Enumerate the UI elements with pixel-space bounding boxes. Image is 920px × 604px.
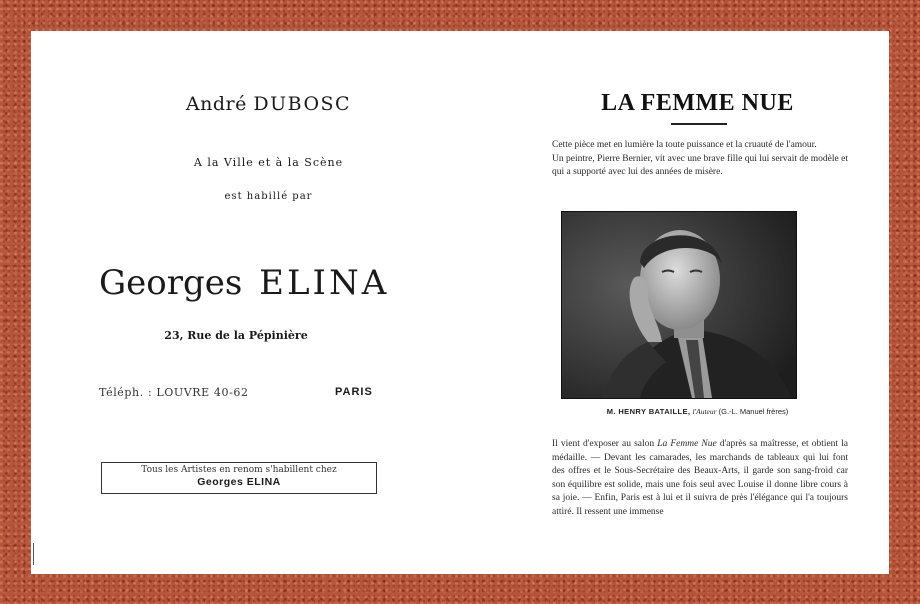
author-portrait-photo (561, 211, 797, 399)
left-page-advertisement (31, 31, 506, 574)
tailor-first-name: Georges (99, 263, 243, 303)
article-paragraph-1: Cette pièce met en lumière la toute puissance et la cruauté de l'amour. (552, 140, 817, 150)
tailor-phone: Téléph. : LOUVRE 40-62 (99, 386, 249, 399)
photo-caption (506, 407, 889, 416)
article-paragraph-2: Un peintre, Pierre Bernier, vit avec une brave fille qui lui servait de modèle et qui a supporté avec lui des années de misère. (552, 153, 848, 177)
actor-name (31, 93, 506, 115)
ad-line-dressed-by: est habillé par (224, 191, 313, 202)
right-page-article (506, 31, 889, 574)
tailor-name (99, 263, 389, 303)
para3-painting-title: La Femme Nue (657, 439, 717, 449)
tailor-last-name: ELINA (259, 263, 390, 303)
para3-part-b: d'après sa maîtresse, et obtient la médaille. — Devant les camarades, les marchands de tableaux qui lui font des offres et le Sous-Secrétaire des Beaux-Arts, il garde son sang-froid car son équilibre est solide, mais une fois seul avec Louise il donne libre cours à sa joie. — Enfin, Paris est à lui et il suivra de près l'élégance qui l'a toujours attiré. Il ressent une immense (552, 439, 849, 517)
tailor-address: 23, Rue de la Pépinière (164, 329, 308, 342)
tailor-city: PARIS (335, 386, 373, 398)
portrait-illustration (562, 212, 796, 398)
caption-role: l'Auteur (692, 407, 717, 416)
article-intro (552, 139, 848, 180)
caption-name: M. HENRY BATAILLE, (606, 407, 691, 416)
article-paragraph-3 (552, 438, 848, 519)
ad-line-city-stage: A la Ville et à la Scène (193, 156, 344, 169)
program-spread (31, 31, 889, 574)
page-margin-mark (33, 543, 34, 565)
caption-credit: (G.-L. Manuel frères) (718, 407, 789, 416)
ad-box-line-1: Tous les Artistes en renom s'habillent chez (141, 465, 337, 475)
para3-part-a: Il vient d'exposer au salon (552, 439, 655, 449)
title-underline (671, 123, 727, 125)
actor-last-name: DUBOSC (253, 93, 352, 115)
actor-first-name: André (185, 93, 247, 115)
article-title: LA FEMME NUE (601, 90, 794, 116)
ad-box (101, 462, 377, 494)
ad-box-line-2: Georges ELINA (197, 476, 281, 488)
